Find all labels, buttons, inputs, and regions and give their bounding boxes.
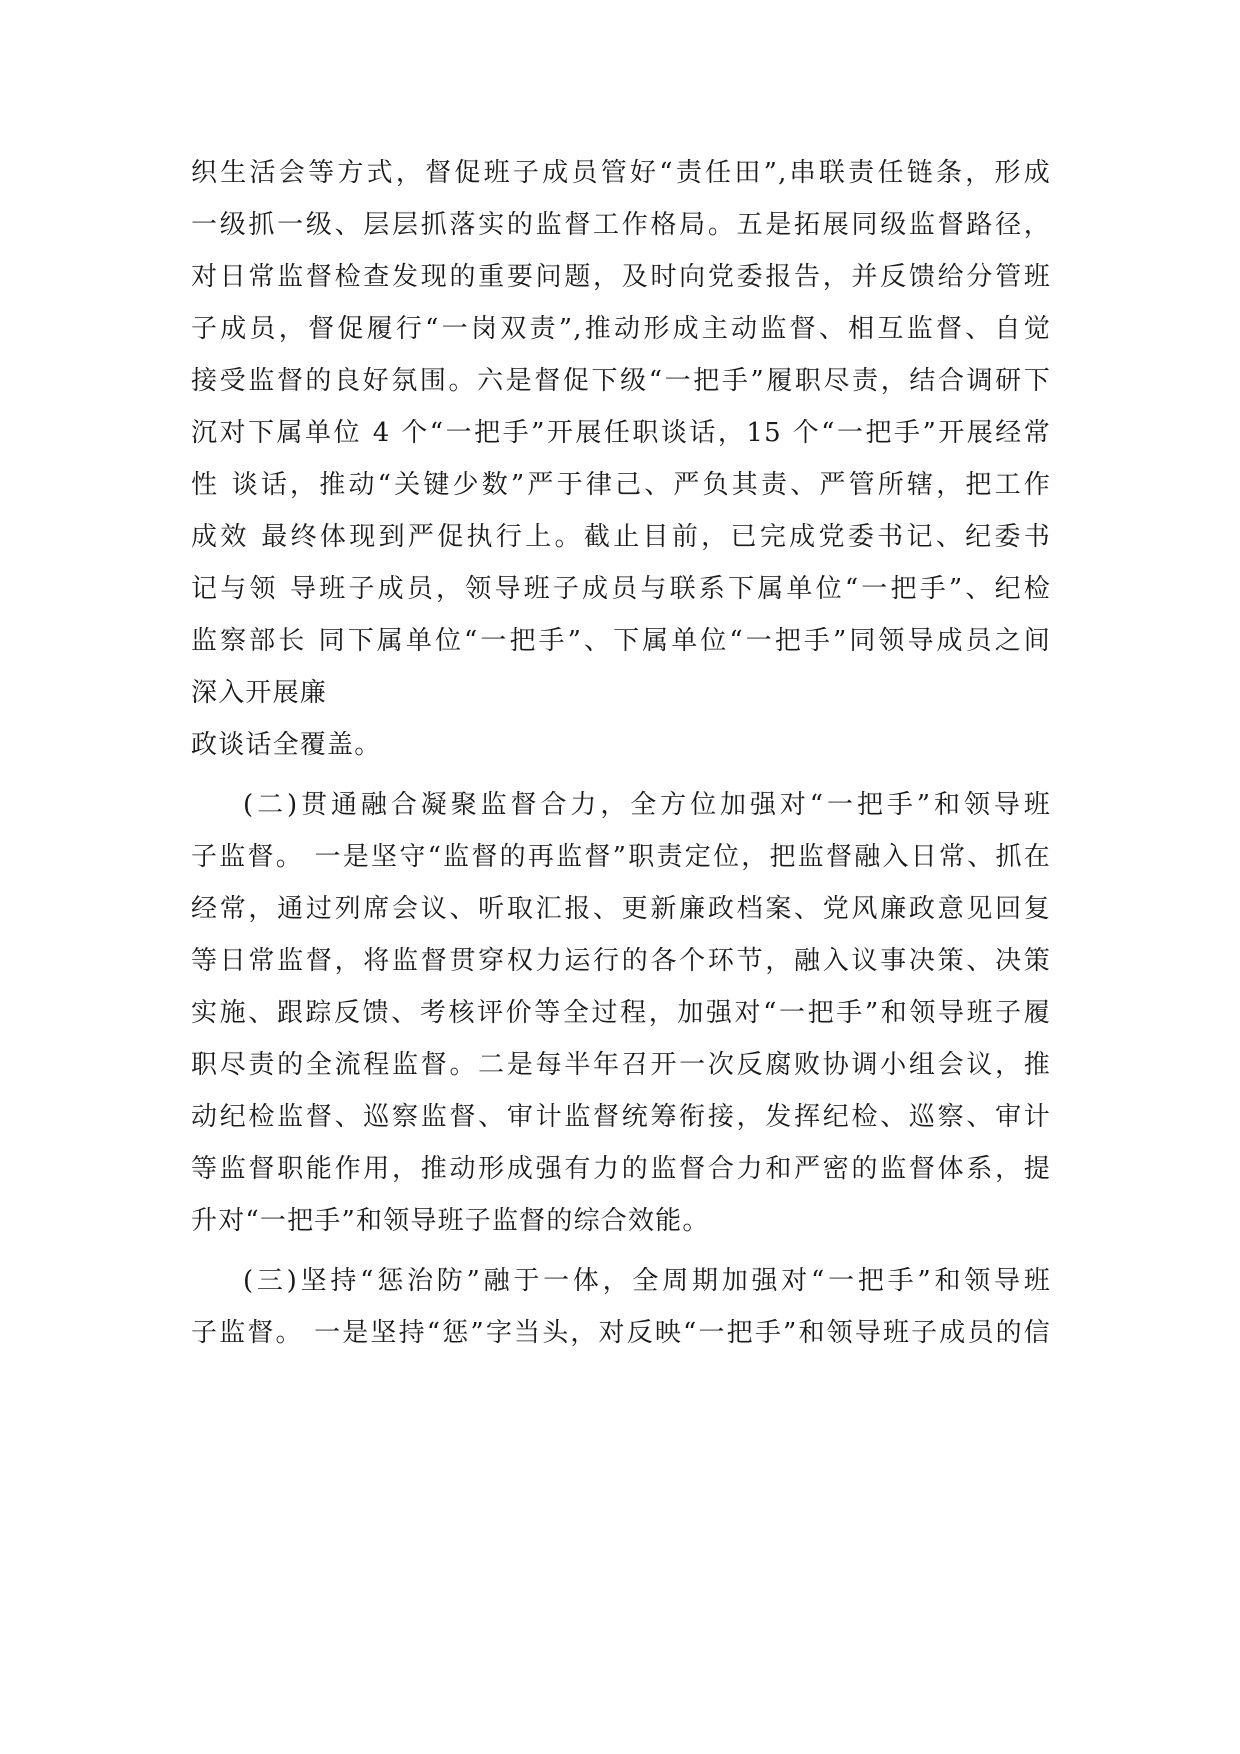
text-line: 等监督职能作用，推动形成强有力的监督合力和严密的监督体系，提 (191, 1154, 1051, 1184)
text-line: 记与领 导班子成员，领导班子成员与联系下属单位“一把手”、纪检 (191, 574, 1051, 604)
text-line: 等日常监督，将监督贯穿权力运行的各个环节，融入议事决策、决策 (191, 946, 1051, 976)
text-line: 沉对下属单位 4 个“一把手”开展任职谈话，15 个“一把手”开展经常 (191, 418, 1051, 448)
text-line: 升对“一把手”和领导班子监督的综合效能。 (191, 1206, 710, 1236)
text-line: 职尽责的全流程监督。二是每半年召开一次反腐败协调小组会议，推 (191, 1050, 1051, 1080)
text-line: 子监督。 一是坚守“监督的再监督”职责定位，把监督融入日常、抓在 (191, 842, 1051, 872)
text-line: 子监督。 一是坚持“惩”字当头，对反映“一把手”和领导班子成员的信 (191, 1318, 1051, 1348)
text-line: 深入开展廉 (191, 678, 328, 708)
text-line: 经常，通过列席会议、听取汇报、更新廉政档案、党风廉政意见回复 (191, 894, 1051, 924)
text-line: 监察部长 同下属单位“一把手”、下属单位“一把手”同领导成员之间 (191, 626, 1051, 656)
text-line: 成效 最终体现到严促执行上。截止目前，已完成党委书记、纪委书 (191, 522, 1051, 552)
text-line: 实施、跟踪反馈、考核评价等全过程，加强对“一把手”和领导班子履 (191, 998, 1051, 1028)
text-line: 织生活会等方式，督促班子成员管好“责任田”,串联责任链条，形成 (191, 158, 1051, 188)
text-line: 性 谈话，推动“关键少数”严于律己、严负其责、严管所辖，把工作 (191, 470, 1051, 500)
section-heading-line: (三)坚持“惩治防”融于一体，全周期加强对“一把手”和领导班 (243, 1266, 1051, 1296)
text-line: 子成员，督促履行“一岗双责”,推动形成主动监督、相互监督、自觉 (191, 314, 1051, 344)
text-line: 对日常监督检查发现的重要问题，及时向党委报告，并反馈给分管班 (191, 262, 1051, 292)
section-heading-line: (二)贯通融合凝聚监督合力，全方位加强对“一把手”和领导班 (243, 790, 1051, 820)
text-line: 一级抓一级、层层抓落实的监督工作格局。五是拓展同级监督路径， (191, 210, 1051, 240)
text-line: 动纪检监督、巡察监督、审计监督统筹衔接，发挥纪检、巡察、审计 (191, 1102, 1051, 1132)
text-line: 接受监督的良好氛围。六是督促下级“一把手”履职尽责，结合调研下 (191, 366, 1051, 396)
text-line: 政谈话全覆盖。 (191, 730, 382, 760)
